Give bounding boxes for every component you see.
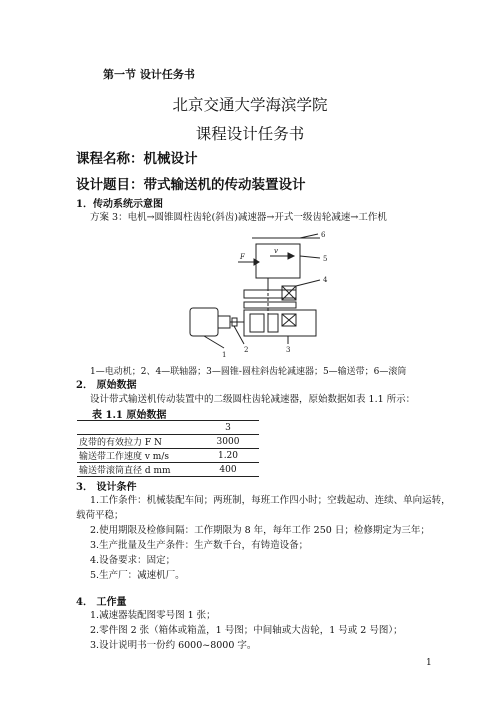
workload-item: 1.减速器装配图零号图 1 张； <box>90 610 216 621</box>
diagram-label-5: 5 <box>323 255 328 263</box>
scheme-text: 方案 3：电机→圆锥圆柱齿轮(斜齿)减速器→开式一级齿轮减速→工作机 <box>90 212 387 223</box>
condition-item: 5.生产厂：减速机厂。 <box>90 570 185 581</box>
leader-5 <box>300 256 320 258</box>
section-2-heading: 2． 原始数据 <box>76 380 137 391</box>
motor <box>190 308 218 336</box>
reducer-gear-2 <box>268 314 278 332</box>
condition-item: 1.工作条件：机械装配车间；两班制，每班工作四小时；空载起动、连续、单向运转， <box>90 495 451 506</box>
diagram-label-1: 1 <box>222 351 227 359</box>
table-title: 表 1.1 原始数据 <box>92 410 167 421</box>
section-2-text: 设计带式输送机传动装置中的二级圆柱齿轮减速器，原始数据如表 1.1 所示： <box>90 394 416 405</box>
table-header-blank <box>77 421 197 435</box>
drum <box>256 244 300 278</box>
school-title: 北京交通大学海滨学院 <box>172 96 328 114</box>
section-1-heading: 1．传动系统示意图 <box>76 199 163 210</box>
condition-item: 4.设备要求：固定； <box>90 555 176 566</box>
table-row-label: 输送带滚筒直径 d mm <box>77 463 197 477</box>
leader-1 <box>204 336 224 348</box>
open-gear-small <box>244 302 296 308</box>
table-row-value: 3000 <box>197 435 259 449</box>
condition-item: 3.生产批量及生产条件：生产数千台，有铸造设备； <box>90 540 309 551</box>
table-row-value: 400 <box>197 463 259 477</box>
diagram-caption: 1—电动机；2、4—联轴器；3—圆锥-圆柱斜齿轮减速器；5—输送带；6—滚筒 <box>90 367 407 377</box>
transmission-diagram <box>170 230 340 365</box>
table-header-row <box>77 421 259 435</box>
diagram-label-4: 4 <box>323 276 328 284</box>
leader-2 <box>234 326 244 344</box>
table-row <box>77 463 259 477</box>
diagram-label-6: 6 <box>321 231 326 239</box>
diagram-label-velocity: v <box>274 247 278 255</box>
diagram-label-force: F <box>240 253 245 261</box>
table-header-scheme: 3 <box>197 421 259 435</box>
condition-item: 2.使用期限及检修间隔：工作期限为 8 年，每年工作 250 日；检修期定为三年； <box>90 525 430 536</box>
table-row <box>77 435 259 449</box>
page-number: 1 <box>426 658 432 668</box>
leader-6 <box>300 234 318 238</box>
data-table <box>77 420 259 477</box>
course-name: 课程名称：机械设计 <box>76 151 198 167</box>
leader-4 <box>296 280 320 286</box>
table-row <box>77 449 259 463</box>
section-4-heading: 4． 工作量 <box>76 597 127 608</box>
motor-flange <box>218 316 230 328</box>
workload-item: 3.设计说明书一份约 6000~8000 字。 <box>90 640 257 651</box>
design-topic: 设计题目：带式输送机的传动装置设计 <box>76 177 306 193</box>
section-3-heading: 3． 设计条件 <box>76 482 137 493</box>
diagram-label-3: 3 <box>286 346 291 354</box>
table-row-label: 输送带工作速度 v m/s <box>77 449 197 463</box>
table-row-value: 1.20 <box>197 449 259 463</box>
diagram-label-2: 2 <box>244 346 249 354</box>
table-row-label: 皮带的有效拉力 F N <box>77 435 197 449</box>
reducer-bevel-gear <box>250 314 264 332</box>
document-title: 课程设计任务书 <box>195 125 305 143</box>
workload-item: 2.零件图 2 张（箱体或箱盖，1 号图；中间轴或大齿轮，1 号或 2 号图）； <box>90 625 403 636</box>
section-heading: 第一节 设计任务书 <box>103 68 195 81</box>
velocity-arrowhead <box>288 253 294 259</box>
condition-item: 载荷平稳； <box>76 510 124 521</box>
